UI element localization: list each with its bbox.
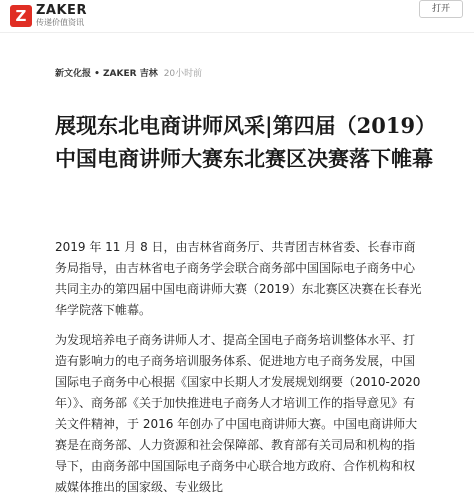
- article-meta: [55, 68, 202, 80]
- article-paragraph: 2019 年 11 月 8 日，由吉林省商务厅、共青团吉林省委、长春市商务局指导，由吉林省电子商务学会联合商务部中国国际电子商务中心共同主办的第四届中国电商讲师大赛（2019）东北赛区决赛在长春光华学院落下帷幕。: [55, 240, 422, 317]
- article-source[interactable]: 新文化报 • ZAKER 吉林: [55, 69, 158, 79]
- open-app-button[interactable]: 打开: [419, 0, 463, 18]
- brand-name: ZAKER: [36, 3, 87, 18]
- brand-slogan: 传递价值资讯: [36, 18, 84, 27]
- top-bar: [0, 0, 474, 33]
- article-time: 20小时前: [163, 69, 203, 79]
- article-title: 展现东北电商讲师风采|第四届（2019）中国电商讲师大赛东北赛区决赛落下帷幕: [55, 113, 433, 171]
- zaker-logo-icon[interactable]: [10, 5, 32, 27]
- logo-letter: Z: [15, 7, 27, 25]
- article-paragraph: 为发现培养电子商务讲师人才、提高全国电子商务培训整体水平、打造有影响力的电子商务培训服务体系、促进地方电子商务发展，中国国际电子商务中心根据《国家中长期人才发展规划纲要（2010-2020 年）》、商务部《关于加快推进电子商务人才培训工作的指导意见》有关文件精神，于 2016 年创办了中国电商讲师大赛。中国电商讲师大赛是在商务部、人力资源和社会保障部、教育部有关司局和机构的指导下，由商务部中国国际电子商务中心联合地方政府、合作机构和权威媒体推出的国家级、专业级比: [55, 333, 421, 494]
